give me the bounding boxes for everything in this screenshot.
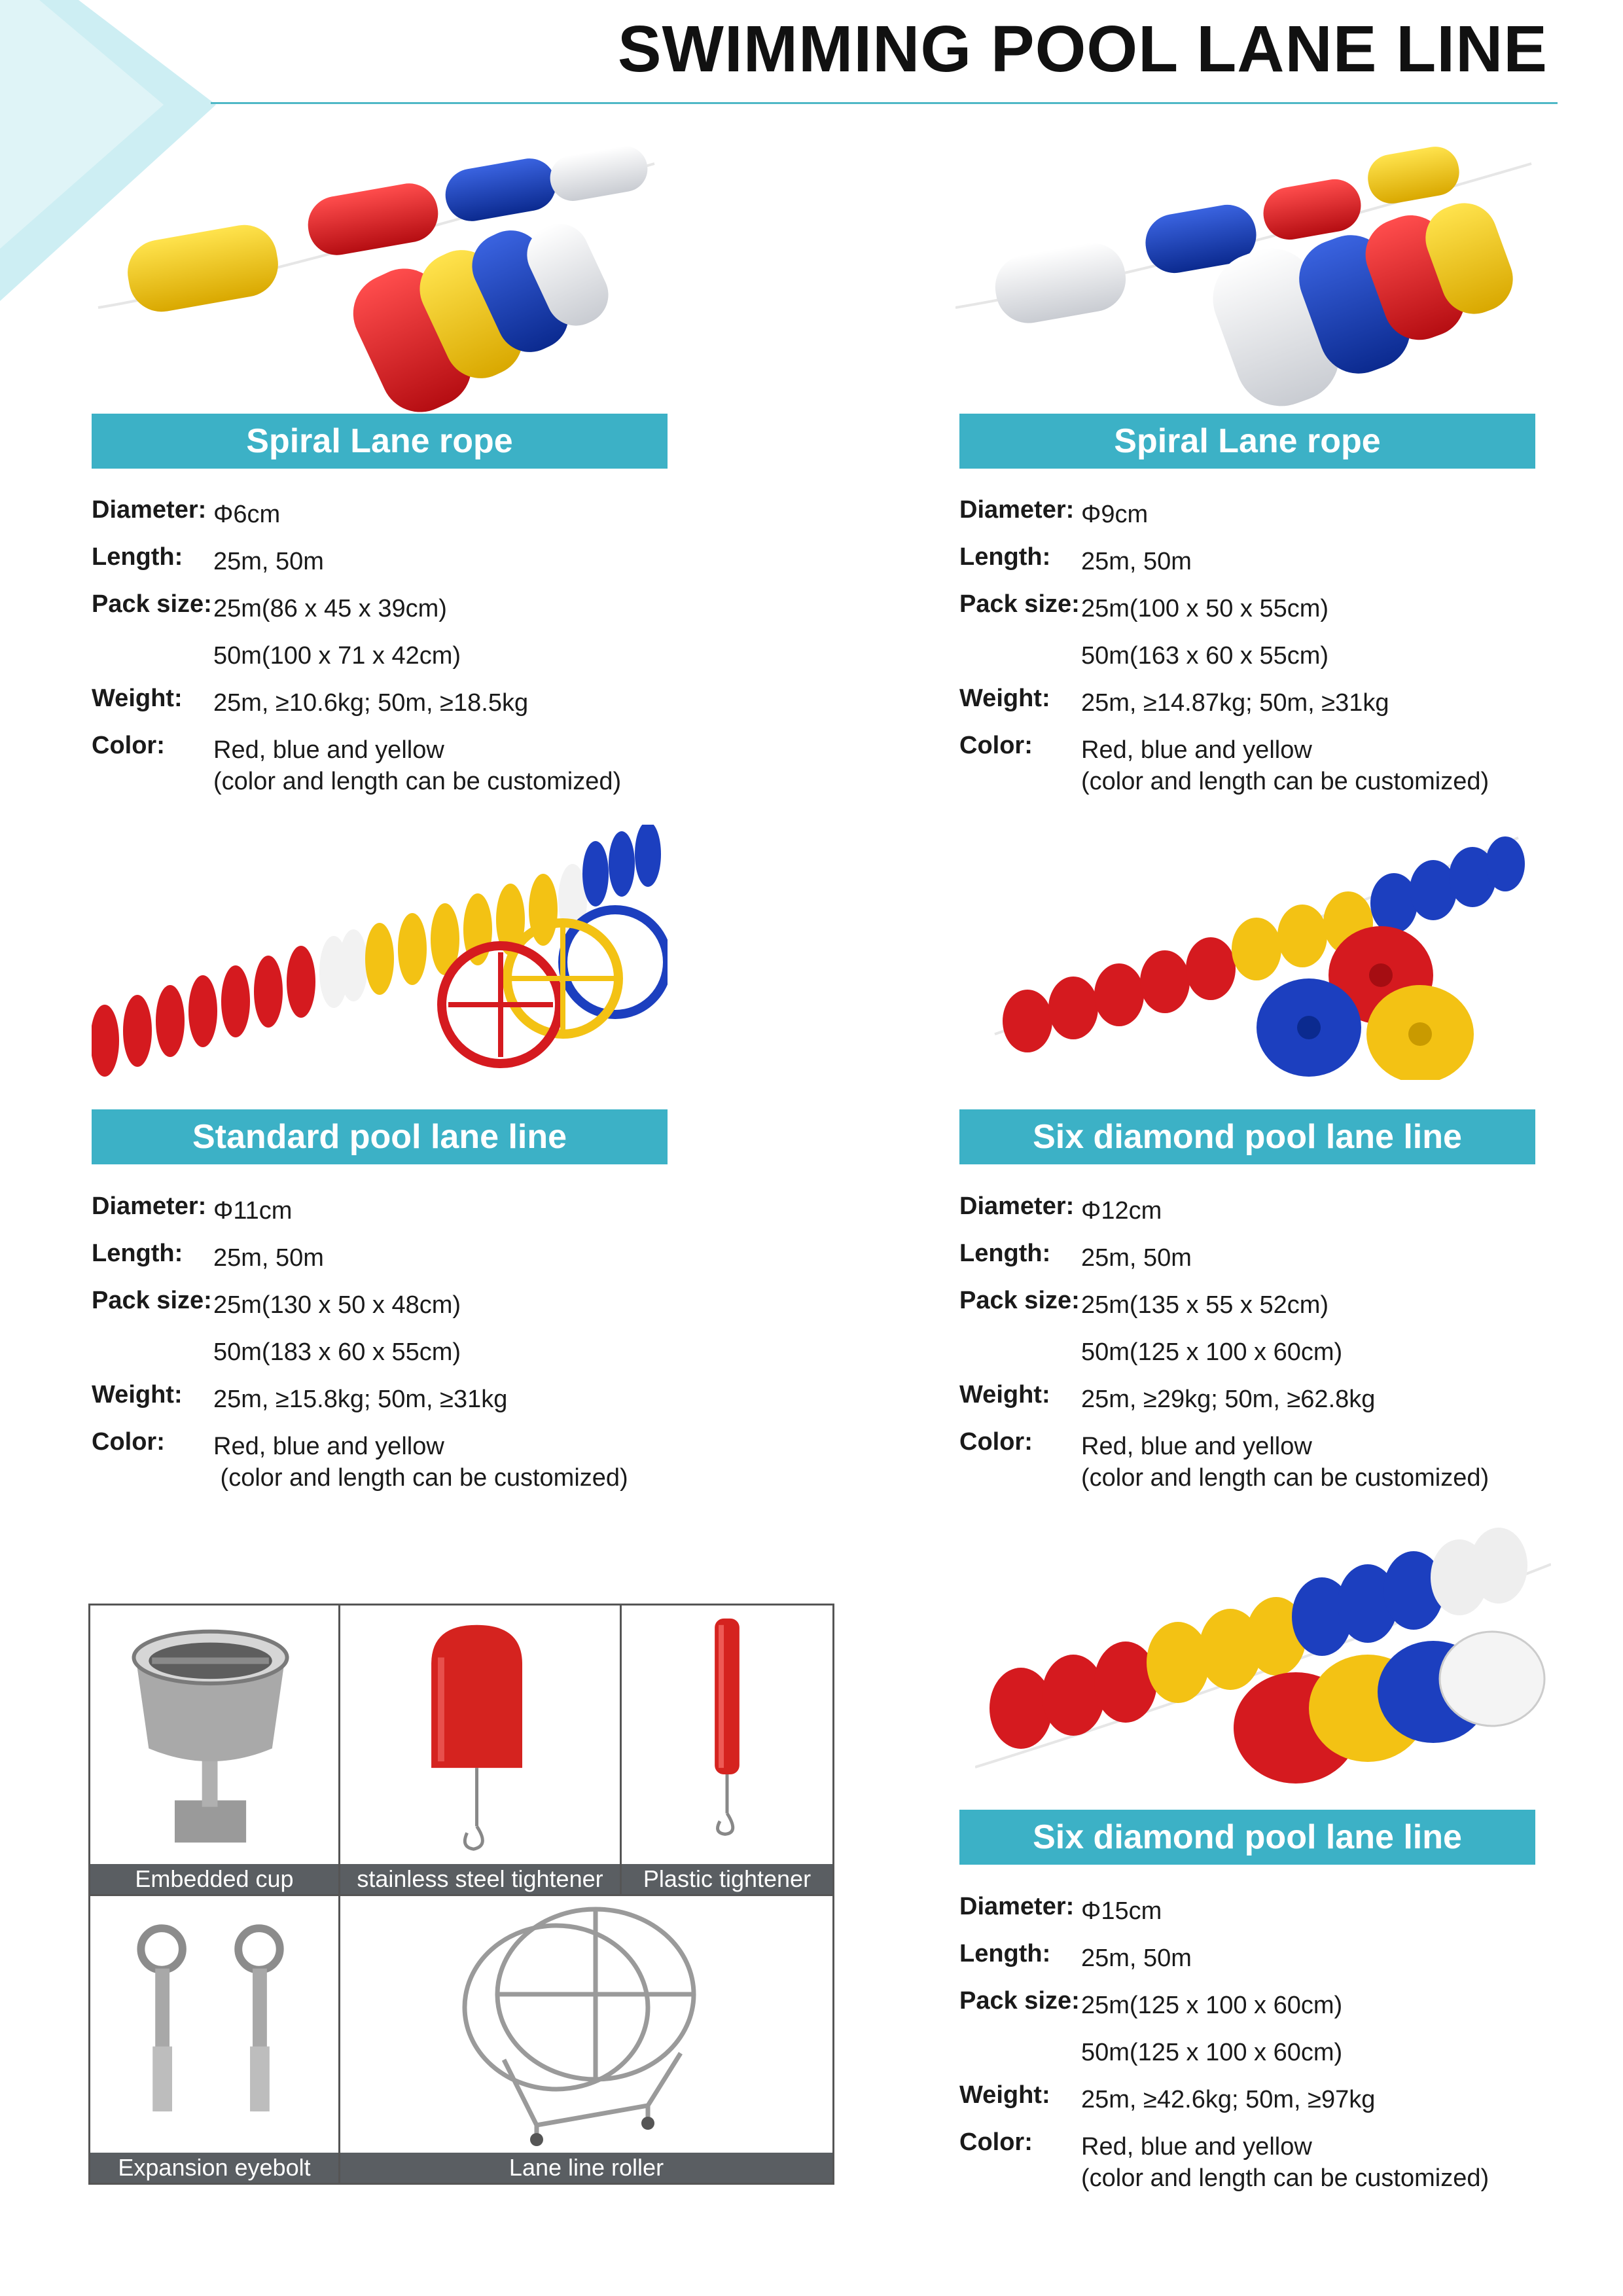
spec-row bbox=[92, 732, 681, 795]
spec-label: Weight: bbox=[959, 1381, 1050, 1408]
accessories-grid bbox=[88, 1604, 834, 2185]
spec-label: Color: bbox=[959, 1428, 1033, 1456]
spec-row bbox=[92, 685, 681, 732]
product-photo-standard bbox=[92, 825, 668, 1080]
spec-value: Φ12cm bbox=[1081, 1197, 1162, 1225]
color-value: Red, blue and yellow bbox=[213, 736, 444, 764]
spec-label: Length: bbox=[959, 1940, 1051, 1967]
spec-row bbox=[92, 1428, 681, 1491]
spec-value: 25m(100 x 50 x 55cm) bbox=[1081, 595, 1329, 622]
spec-label: Length: bbox=[92, 1240, 183, 1267]
spec-value: 25m, ≥42.6kg; 50m, ≥97kg bbox=[1081, 2086, 1376, 2113]
roller-icon bbox=[340, 1896, 832, 2153]
spec-row bbox=[959, 1193, 1548, 1240]
color-value: Red, blue and yellow bbox=[1081, 2133, 1312, 2161]
page-title: SWIMMING POOL LANE LINE bbox=[617, 12, 1548, 86]
spec-row bbox=[959, 2034, 1548, 2081]
spec-value: Φ6cm bbox=[213, 501, 281, 528]
accessory-caption: Expansion eyebolt bbox=[90, 2153, 338, 2183]
spec-value: 25m, ≥10.6kg; 50m, ≥18.5kg bbox=[213, 689, 529, 717]
spec-value: Φ9cm bbox=[1081, 501, 1149, 528]
spec-value: Φ11cm bbox=[213, 1197, 293, 1225]
product-title-1: Spiral Lane rope bbox=[92, 414, 668, 469]
spec-row bbox=[959, 543, 1548, 590]
spec-list-4 bbox=[959, 1193, 1548, 1491]
accessory-caption: Lane line roller bbox=[340, 2153, 832, 2183]
spec-label: Weight: bbox=[959, 2081, 1050, 2109]
spec-label: Diameter: bbox=[959, 1893, 1075, 1920]
color-value: Red, blue and yellow bbox=[1081, 736, 1312, 764]
color-value: Red, blue and yellow bbox=[1081, 1433, 1312, 1460]
spec-value: 50m(183 x 60 x 55cm) bbox=[213, 1338, 461, 1366]
spec-row bbox=[959, 1240, 1548, 1287]
spec-label: Color: bbox=[959, 2128, 1033, 2156]
spec-label: Pack size: bbox=[959, 1987, 1080, 2015]
spec-value: 25m, 50m bbox=[213, 548, 324, 575]
title-divider bbox=[211, 102, 1558, 104]
product-title-3: Standard pool lane line bbox=[92, 1109, 668, 1164]
spec-list-3 bbox=[92, 1193, 681, 1491]
spec-label: Weight: bbox=[92, 685, 183, 712]
spec-label: Color: bbox=[92, 732, 165, 759]
color-value: Red, blue and yellow bbox=[213, 1433, 444, 1460]
product-title-4: Six diamond pool lane line bbox=[959, 1109, 1535, 1164]
spec-row bbox=[959, 1987, 1548, 2034]
spec-row bbox=[92, 590, 681, 637]
spec-row bbox=[92, 543, 681, 590]
spec-row bbox=[959, 637, 1548, 685]
spec-value: 25m, 50m bbox=[1081, 548, 1192, 575]
spec-label: Length: bbox=[959, 1240, 1051, 1267]
spec-value: 50m(125 x 100 x 60cm) bbox=[1081, 2039, 1343, 2066]
product-photo-spiral-9cm bbox=[955, 137, 1544, 412]
spec-row bbox=[959, 590, 1548, 637]
customize-note: (color and length can be customized) bbox=[1081, 2164, 1489, 2192]
spec-row bbox=[92, 637, 681, 685]
accessory-caption: stainless steel tightener bbox=[340, 1864, 620, 1894]
spec-label: Diameter: bbox=[92, 1193, 207, 1220]
spec-label: Diameter: bbox=[959, 496, 1075, 524]
accessory-lane-line-roller bbox=[340, 1896, 832, 2183]
product-title-2: Spiral Lane rope bbox=[959, 414, 1535, 469]
spec-row bbox=[959, 1893, 1548, 1940]
spec-value: 25m(130 x 50 x 48cm) bbox=[213, 1291, 461, 1319]
accessory-expansion-eyebolt bbox=[90, 1896, 340, 2183]
spec-value bbox=[213, 1431, 628, 1494]
spec-value bbox=[1081, 1431, 1489, 1494]
spec-list-1 bbox=[92, 496, 681, 795]
spec-label: Length: bbox=[959, 543, 1051, 571]
accessory-caption: Embedded cup bbox=[90, 1864, 338, 1894]
customize-note: (color and length can be customized) bbox=[1081, 1464, 1489, 1492]
spec-row bbox=[92, 1193, 681, 1240]
steel-tightener-icon bbox=[340, 1605, 620, 1864]
spec-row bbox=[959, 732, 1548, 795]
embedded-cup-icon bbox=[90, 1605, 338, 1864]
spec-label: Diameter: bbox=[92, 496, 207, 524]
spec-row bbox=[959, 2128, 1548, 2191]
accessory-embedded-cup bbox=[90, 1605, 340, 1896]
product-photo-six-diamond-15cm bbox=[975, 1512, 1551, 1787]
product-title-5: Six diamond pool lane line bbox=[959, 1810, 1535, 1865]
spec-row bbox=[92, 1381, 681, 1428]
spec-label: Pack size: bbox=[92, 1287, 212, 1314]
spec-row bbox=[959, 1381, 1548, 1428]
customize-note: (color and length can be customized) bbox=[213, 768, 622, 795]
spec-row bbox=[92, 1334, 681, 1381]
spec-row bbox=[92, 496, 681, 543]
spec-value: 25m, ≥29kg; 50m, ≥62.8kg bbox=[1081, 1386, 1376, 1413]
spec-list-2 bbox=[959, 496, 1548, 795]
spec-row bbox=[959, 685, 1548, 732]
spec-value: 25m(125 x 100 x 60cm) bbox=[1081, 1992, 1343, 2019]
spec-value bbox=[213, 734, 621, 797]
accessory-plastic-tightener bbox=[622, 1605, 832, 1896]
spec-label: Weight: bbox=[92, 1381, 183, 1408]
spec-row bbox=[959, 496, 1548, 543]
spec-row bbox=[959, 1428, 1548, 1491]
product-photo-six-diamond-12cm bbox=[988, 818, 1525, 1080]
spec-row bbox=[959, 1287, 1548, 1334]
accessory-caption: Plastic tightener bbox=[622, 1864, 832, 1894]
spec-value: 25m, 50m bbox=[1081, 1945, 1192, 1972]
spec-list-5 bbox=[959, 1893, 1548, 2191]
spec-value: 50m(163 x 60 x 55cm) bbox=[1081, 642, 1329, 670]
plastic-tightener-icon bbox=[622, 1605, 832, 1864]
spec-value: 25m, ≥15.8kg; 50m, ≥31kg bbox=[213, 1386, 508, 1413]
spec-row bbox=[959, 1940, 1548, 1987]
spec-value: 25m, 50m bbox=[213, 1244, 324, 1272]
accessory-steel-tightener bbox=[340, 1605, 622, 1896]
spec-row bbox=[959, 2081, 1548, 2128]
spec-row bbox=[92, 1287, 681, 1334]
spec-value: 25m(86 x 45 x 39cm) bbox=[213, 595, 447, 622]
spec-value: 25m, 50m bbox=[1081, 1244, 1192, 1272]
spec-label: Pack size: bbox=[92, 590, 212, 618]
spec-value: 25m, ≥14.87kg; 50m, ≥31kg bbox=[1081, 689, 1389, 717]
spec-value bbox=[1081, 734, 1489, 797]
eyebolt-icon bbox=[90, 1896, 338, 2153]
spec-label: Pack size: bbox=[959, 1287, 1080, 1314]
spec-label: Weight: bbox=[959, 685, 1050, 712]
spec-label: Length: bbox=[92, 543, 183, 571]
spec-value: 50m(100 x 71 x 42cm) bbox=[213, 642, 461, 670]
customize-note: (color and length can be customized) bbox=[213, 1464, 628, 1492]
spec-row bbox=[959, 1334, 1548, 1381]
spec-value: 25m(135 x 55 x 52cm) bbox=[1081, 1291, 1329, 1319]
spec-value: 50m(125 x 100 x 60cm) bbox=[1081, 1338, 1343, 1366]
product-photo-spiral-6cm bbox=[92, 137, 681, 412]
spec-value bbox=[1081, 2131, 1489, 2194]
spec-label: Diameter: bbox=[959, 1193, 1075, 1220]
spec-label: Color: bbox=[92, 1428, 165, 1456]
spec-value: Φ15cm bbox=[1081, 1897, 1162, 1925]
customize-note: (color and length can be customized) bbox=[1081, 768, 1489, 795]
spec-label: Color: bbox=[959, 732, 1033, 759]
spec-row bbox=[92, 1240, 681, 1287]
spec-label: Pack size: bbox=[959, 590, 1080, 618]
